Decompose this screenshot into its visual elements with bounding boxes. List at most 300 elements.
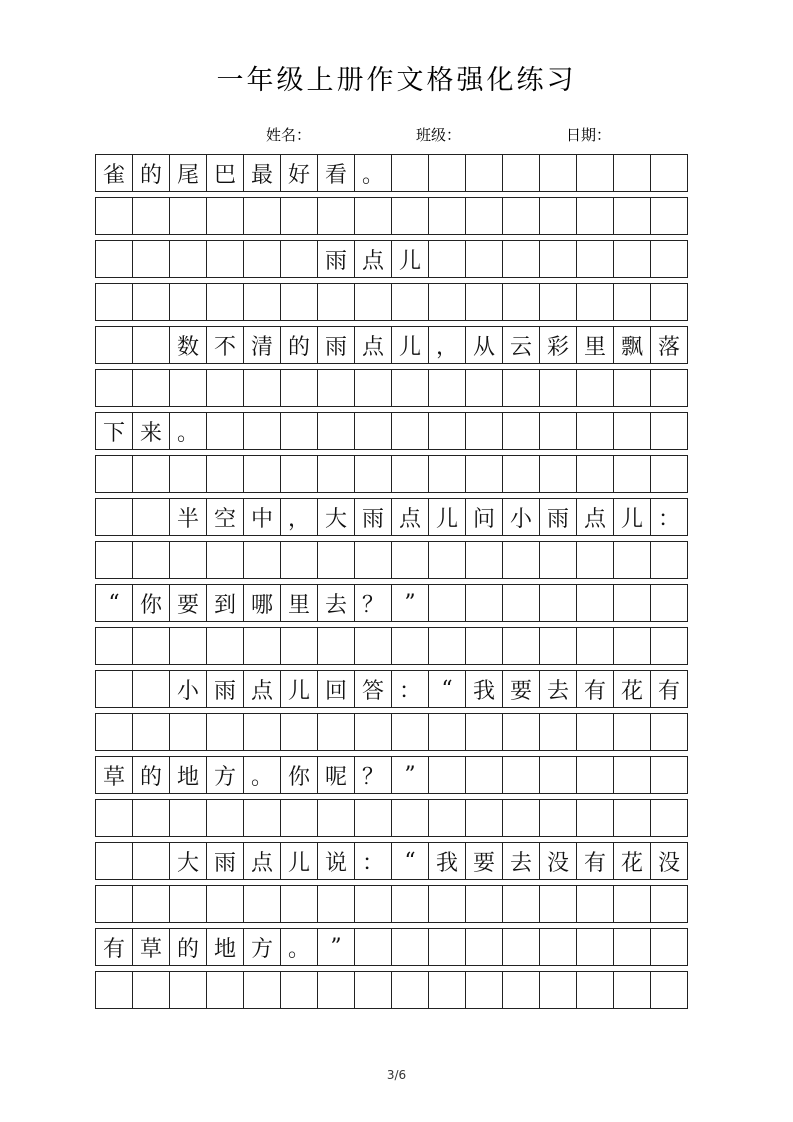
grid-cell: 从 bbox=[465, 326, 503, 364]
grid-row bbox=[95, 283, 702, 321]
grid-cell bbox=[169, 240, 207, 278]
grid-cell bbox=[132, 799, 170, 837]
grid-cell bbox=[539, 971, 577, 1009]
grid-row bbox=[95, 842, 702, 880]
grid-cell bbox=[169, 627, 207, 665]
grid-cell: 尾 bbox=[169, 154, 207, 192]
grid-cell bbox=[206, 240, 244, 278]
grid-cell bbox=[465, 799, 503, 837]
grid-cell bbox=[613, 584, 651, 622]
grid-cell bbox=[465, 154, 503, 192]
grid-cell bbox=[576, 240, 614, 278]
grid-cell bbox=[650, 240, 688, 278]
grid-cell bbox=[650, 541, 688, 579]
grid-cell bbox=[354, 369, 392, 407]
grid-cell bbox=[354, 197, 392, 235]
grid-cell bbox=[95, 455, 133, 493]
grid-cell: ” bbox=[317, 928, 355, 966]
grid-cell bbox=[391, 885, 429, 923]
grid-cell: 点 bbox=[354, 326, 392, 364]
grid-cell bbox=[317, 369, 355, 407]
grid-cell bbox=[95, 627, 133, 665]
grid-cell: 到 bbox=[206, 584, 244, 622]
grid-cell bbox=[132, 971, 170, 1009]
grid-cell bbox=[539, 197, 577, 235]
grid-cell: 。 bbox=[169, 412, 207, 450]
grid-cell bbox=[650, 197, 688, 235]
grid-cell bbox=[206, 541, 244, 579]
grid-cell: 去 bbox=[502, 842, 540, 880]
grid-cell bbox=[243, 627, 281, 665]
grid-cell bbox=[206, 971, 244, 1009]
grid-cell bbox=[169, 197, 207, 235]
grid-cell bbox=[576, 885, 614, 923]
grid-cell: 有 bbox=[95, 928, 133, 966]
grid-cell: 半 bbox=[169, 498, 207, 536]
grid-cell: 。 bbox=[354, 154, 392, 192]
grid-cell bbox=[280, 412, 318, 450]
grid-cell bbox=[354, 412, 392, 450]
grid-cell: 草 bbox=[95, 756, 133, 794]
grid-cell bbox=[428, 240, 466, 278]
grid-cell bbox=[95, 240, 133, 278]
grid-cell bbox=[613, 713, 651, 751]
grid-cell: 儿 bbox=[391, 240, 429, 278]
grid-cell bbox=[280, 240, 318, 278]
grid-cell bbox=[354, 971, 392, 1009]
grid-cell bbox=[132, 885, 170, 923]
grid-cell: ， bbox=[280, 498, 318, 536]
grid-cell bbox=[502, 369, 540, 407]
grid-cell bbox=[502, 541, 540, 579]
grid-cell: 雨 bbox=[539, 498, 577, 536]
grid-cell bbox=[132, 369, 170, 407]
grid-cell bbox=[317, 283, 355, 321]
grid-cell bbox=[502, 283, 540, 321]
grid-cell bbox=[576, 928, 614, 966]
grid-cell bbox=[243, 197, 281, 235]
grid-cell: 不 bbox=[206, 326, 244, 364]
grid-cell: 我 bbox=[465, 670, 503, 708]
grid-cell bbox=[539, 369, 577, 407]
grid-cell bbox=[206, 412, 244, 450]
grid-cell bbox=[465, 369, 503, 407]
grid-cell: 点 bbox=[243, 842, 281, 880]
grid-cell bbox=[613, 756, 651, 794]
grid-cell bbox=[650, 369, 688, 407]
grid-cell: 点 bbox=[354, 240, 392, 278]
grid-cell bbox=[243, 240, 281, 278]
grid-cell bbox=[502, 971, 540, 1009]
grid-cell: 草 bbox=[132, 928, 170, 966]
grid-row bbox=[95, 713, 702, 751]
grid-cell bbox=[539, 412, 577, 450]
grid-cell bbox=[576, 154, 614, 192]
grid-cell bbox=[95, 369, 133, 407]
grid-row bbox=[95, 928, 702, 966]
grid-cell bbox=[465, 885, 503, 923]
grid-cell bbox=[502, 756, 540, 794]
grid-cell: 儿 bbox=[280, 842, 318, 880]
grid-row bbox=[95, 971, 702, 1009]
grid-cell bbox=[391, 799, 429, 837]
grid-cell bbox=[391, 971, 429, 1009]
grid-row bbox=[95, 326, 702, 364]
grid-cell bbox=[502, 455, 540, 493]
grid-cell bbox=[354, 799, 392, 837]
grid-cell bbox=[576, 412, 614, 450]
grid-cell: 方 bbox=[243, 928, 281, 966]
grid-cell bbox=[132, 627, 170, 665]
grid-cell: 点 bbox=[243, 670, 281, 708]
grid-cell bbox=[428, 971, 466, 1009]
grid-cell: 去 bbox=[317, 584, 355, 622]
grid-cell: 数 bbox=[169, 326, 207, 364]
grid-cell: 雨 bbox=[317, 326, 355, 364]
grid-cell: ？ bbox=[354, 584, 392, 622]
grid-cell bbox=[613, 197, 651, 235]
grid-cell bbox=[169, 971, 207, 1009]
grid-cell bbox=[650, 154, 688, 192]
grid-cell bbox=[539, 799, 577, 837]
grid-cell: 清 bbox=[243, 326, 281, 364]
grid-cell bbox=[280, 283, 318, 321]
grid-cell bbox=[650, 799, 688, 837]
grid-cell bbox=[539, 541, 577, 579]
grid-cell: 空 bbox=[206, 498, 244, 536]
grid-cell bbox=[539, 885, 577, 923]
grid-cell bbox=[650, 627, 688, 665]
grid-cell: 儿 bbox=[391, 326, 429, 364]
grid-cell bbox=[650, 713, 688, 751]
grid-cell bbox=[95, 799, 133, 837]
grid-cell bbox=[650, 584, 688, 622]
grid-cell bbox=[465, 713, 503, 751]
grid-cell bbox=[465, 455, 503, 493]
grid-cell bbox=[206, 283, 244, 321]
grid-cell bbox=[650, 928, 688, 966]
grid-cell bbox=[280, 627, 318, 665]
grid-cell bbox=[95, 713, 133, 751]
grid-cell: 我 bbox=[428, 842, 466, 880]
grid-cell: 落 bbox=[650, 326, 688, 364]
grid-cell: 有 bbox=[576, 670, 614, 708]
grid-cell bbox=[465, 971, 503, 1009]
grid-cell: “ bbox=[391, 842, 429, 880]
grid-cell bbox=[317, 713, 355, 751]
grid-row bbox=[95, 756, 702, 794]
grid-cell bbox=[502, 412, 540, 450]
grid-cell: 来 bbox=[132, 412, 170, 450]
page-title: 一年级上册作文格强化练习 bbox=[216, 65, 577, 96]
grid-cell: 你 bbox=[280, 756, 318, 794]
grid-cell bbox=[391, 627, 429, 665]
grid-cell bbox=[280, 713, 318, 751]
grid-cell bbox=[428, 283, 466, 321]
grid-cell bbox=[613, 541, 651, 579]
grid-cell bbox=[502, 240, 540, 278]
grid-cell bbox=[539, 713, 577, 751]
grid-cell bbox=[206, 455, 244, 493]
grid-cell: 方 bbox=[206, 756, 244, 794]
grid-cell bbox=[613, 799, 651, 837]
grid-row bbox=[95, 627, 702, 665]
grid-cell bbox=[576, 627, 614, 665]
grid-cell bbox=[613, 154, 651, 192]
grid-cell bbox=[317, 885, 355, 923]
grid-cell bbox=[95, 885, 133, 923]
class-field-label: 班级： bbox=[416, 126, 462, 144]
grid-cell bbox=[650, 455, 688, 493]
grid-cell bbox=[428, 713, 466, 751]
grid-cell bbox=[132, 283, 170, 321]
grid-cell bbox=[132, 713, 170, 751]
grid-cell bbox=[428, 412, 466, 450]
grid-cell: ” bbox=[391, 756, 429, 794]
grid-cell bbox=[613, 412, 651, 450]
grid-cell bbox=[613, 455, 651, 493]
grid-row bbox=[95, 369, 702, 407]
grid-cell: 儿 bbox=[280, 670, 318, 708]
grid-cell bbox=[428, 369, 466, 407]
grid-cell: 有 bbox=[650, 670, 688, 708]
grid-cell: 要 bbox=[502, 670, 540, 708]
grid-cell bbox=[576, 713, 614, 751]
grid-cell bbox=[576, 799, 614, 837]
grid-cell: ， bbox=[428, 326, 466, 364]
date-field-label: 日期： bbox=[566, 126, 612, 144]
grid-cell: 小 bbox=[169, 670, 207, 708]
grid-cell bbox=[354, 627, 392, 665]
grid-cell bbox=[391, 455, 429, 493]
grid-cell: 的 bbox=[169, 928, 207, 966]
grid-cell bbox=[317, 197, 355, 235]
grid-cell bbox=[280, 455, 318, 493]
grid-cell bbox=[280, 799, 318, 837]
page-number: 3/6 bbox=[386, 1068, 407, 1082]
grid-cell bbox=[169, 713, 207, 751]
grid-cell bbox=[428, 197, 466, 235]
grid-cell: 花 bbox=[613, 670, 651, 708]
grid-cell bbox=[428, 455, 466, 493]
grid-row bbox=[95, 455, 702, 493]
grid-cell bbox=[502, 713, 540, 751]
grid-cell bbox=[243, 799, 281, 837]
grid-cell bbox=[391, 541, 429, 579]
grid-cell bbox=[95, 842, 133, 880]
grid-cell: 小 bbox=[502, 498, 540, 536]
grid-cell bbox=[650, 412, 688, 450]
grid-row bbox=[95, 197, 702, 235]
grid-cell bbox=[95, 326, 133, 364]
grid-cell bbox=[539, 154, 577, 192]
grid-cell bbox=[428, 799, 466, 837]
grid-cell bbox=[132, 197, 170, 235]
grid-cell bbox=[391, 283, 429, 321]
grid-cell: ” bbox=[391, 584, 429, 622]
grid-cell: 呢 bbox=[317, 756, 355, 794]
grid-cell: 看 bbox=[317, 154, 355, 192]
grid-cell bbox=[95, 197, 133, 235]
grid-cell bbox=[391, 154, 429, 192]
grid-cell bbox=[95, 670, 133, 708]
grid-cell: 的 bbox=[280, 326, 318, 364]
name-field-label: 姓名： bbox=[266, 126, 312, 144]
grid-cell bbox=[206, 799, 244, 837]
grid-cell bbox=[206, 713, 244, 751]
grid-cell: 要 bbox=[465, 842, 503, 880]
grid-row bbox=[95, 154, 702, 192]
grid-cell bbox=[613, 283, 651, 321]
grid-cell: 的 bbox=[132, 154, 170, 192]
grid-cell bbox=[465, 627, 503, 665]
grid-cell: 里 bbox=[280, 584, 318, 622]
grid-cell bbox=[576, 283, 614, 321]
grid-cell bbox=[243, 541, 281, 579]
grid-cell bbox=[132, 326, 170, 364]
grid-cell bbox=[169, 455, 207, 493]
grid-cell bbox=[354, 455, 392, 493]
grid-cell bbox=[391, 713, 429, 751]
grid-cell bbox=[206, 627, 244, 665]
grid-cell bbox=[428, 627, 466, 665]
grid-cell bbox=[132, 670, 170, 708]
grid-cell: ？ bbox=[354, 756, 392, 794]
grid-cell bbox=[206, 197, 244, 235]
grid-cell bbox=[243, 713, 281, 751]
grid-cell bbox=[317, 541, 355, 579]
grid-cell bbox=[317, 627, 355, 665]
grid-cell bbox=[169, 799, 207, 837]
grid-cell bbox=[428, 541, 466, 579]
grid-cell bbox=[465, 412, 503, 450]
grid-cell bbox=[539, 283, 577, 321]
grid-cell: 去 bbox=[539, 670, 577, 708]
grid-cell bbox=[613, 928, 651, 966]
grid-cell bbox=[95, 541, 133, 579]
grid-cell bbox=[132, 455, 170, 493]
grid-cell bbox=[502, 799, 540, 837]
grid-cell bbox=[280, 197, 318, 235]
grid-cell bbox=[95, 971, 133, 1009]
grid-cell: ： bbox=[650, 498, 688, 536]
grid-cell bbox=[465, 584, 503, 622]
grid-cell: “ bbox=[95, 584, 133, 622]
grid-cell bbox=[465, 541, 503, 579]
grid-cell bbox=[650, 756, 688, 794]
grid-cell bbox=[354, 713, 392, 751]
grid-cell bbox=[576, 584, 614, 622]
grid-row bbox=[95, 799, 702, 837]
grid-cell bbox=[317, 455, 355, 493]
grid-cell: 中 bbox=[243, 498, 281, 536]
grid-cell: 问 bbox=[465, 498, 503, 536]
grid-cell: 点 bbox=[576, 498, 614, 536]
grid-cell: 要 bbox=[169, 584, 207, 622]
grid-cell bbox=[576, 197, 614, 235]
grid-cell bbox=[613, 885, 651, 923]
grid-cell bbox=[169, 541, 207, 579]
grid-cell bbox=[354, 283, 392, 321]
grid-cell bbox=[132, 240, 170, 278]
grid-cell bbox=[132, 498, 170, 536]
grid-cell bbox=[354, 928, 392, 966]
grid-cell bbox=[243, 412, 281, 450]
grid-cell bbox=[243, 971, 281, 1009]
grid-cell: “ bbox=[428, 670, 466, 708]
grid-cell bbox=[243, 369, 281, 407]
grid-cell: 好 bbox=[280, 154, 318, 192]
grid-cell: 。 bbox=[243, 756, 281, 794]
grid-cell bbox=[465, 240, 503, 278]
grid-cell bbox=[428, 885, 466, 923]
grid-cell: 没 bbox=[650, 842, 688, 880]
grid-cell bbox=[428, 756, 466, 794]
grid-cell bbox=[576, 369, 614, 407]
grid-cell: 没 bbox=[539, 842, 577, 880]
grid-cell: 最 bbox=[243, 154, 281, 192]
grid-cell bbox=[576, 756, 614, 794]
grid-cell bbox=[169, 283, 207, 321]
grid-cell: 大 bbox=[169, 842, 207, 880]
grid-cell: 地 bbox=[169, 756, 207, 794]
grid-cell bbox=[650, 885, 688, 923]
grid-cell bbox=[465, 197, 503, 235]
grid-cell: 云 bbox=[502, 326, 540, 364]
grid-row bbox=[95, 412, 702, 450]
grid-cell: 雀 bbox=[95, 154, 133, 192]
grid-cell bbox=[280, 369, 318, 407]
grid-cell bbox=[576, 971, 614, 1009]
grid-cell bbox=[576, 455, 614, 493]
grid-cell: 里 bbox=[576, 326, 614, 364]
grid-cell bbox=[539, 240, 577, 278]
grid-cell bbox=[465, 283, 503, 321]
grid-row bbox=[95, 670, 702, 708]
grid-cell bbox=[576, 541, 614, 579]
grid-cell bbox=[502, 627, 540, 665]
grid-cell: 。 bbox=[280, 928, 318, 966]
grid-cell bbox=[243, 885, 281, 923]
grid-cell bbox=[169, 885, 207, 923]
grid-cell bbox=[206, 885, 244, 923]
grid-cell bbox=[428, 928, 466, 966]
grid-cell bbox=[428, 154, 466, 192]
grid-cell bbox=[539, 455, 577, 493]
grid-cell bbox=[95, 498, 133, 536]
grid-cell: 地 bbox=[206, 928, 244, 966]
grid-cell bbox=[317, 971, 355, 1009]
grid-cell: 的 bbox=[132, 756, 170, 794]
grid-cell bbox=[465, 756, 503, 794]
grid-row bbox=[95, 541, 702, 579]
grid-cell: 你 bbox=[132, 584, 170, 622]
grid-cell bbox=[502, 928, 540, 966]
grid-row bbox=[95, 498, 702, 536]
grid-cell bbox=[243, 455, 281, 493]
grid-cell bbox=[502, 154, 540, 192]
grid-cell: 雨 bbox=[354, 498, 392, 536]
grid-cell bbox=[317, 412, 355, 450]
grid-cell: 飘 bbox=[613, 326, 651, 364]
grid-cell bbox=[613, 369, 651, 407]
grid-cell bbox=[613, 627, 651, 665]
grid-cell: 答 bbox=[354, 670, 392, 708]
grid-cell: 彩 bbox=[539, 326, 577, 364]
grid-cell bbox=[613, 971, 651, 1009]
grid-cell bbox=[539, 627, 577, 665]
grid-row bbox=[95, 885, 702, 923]
